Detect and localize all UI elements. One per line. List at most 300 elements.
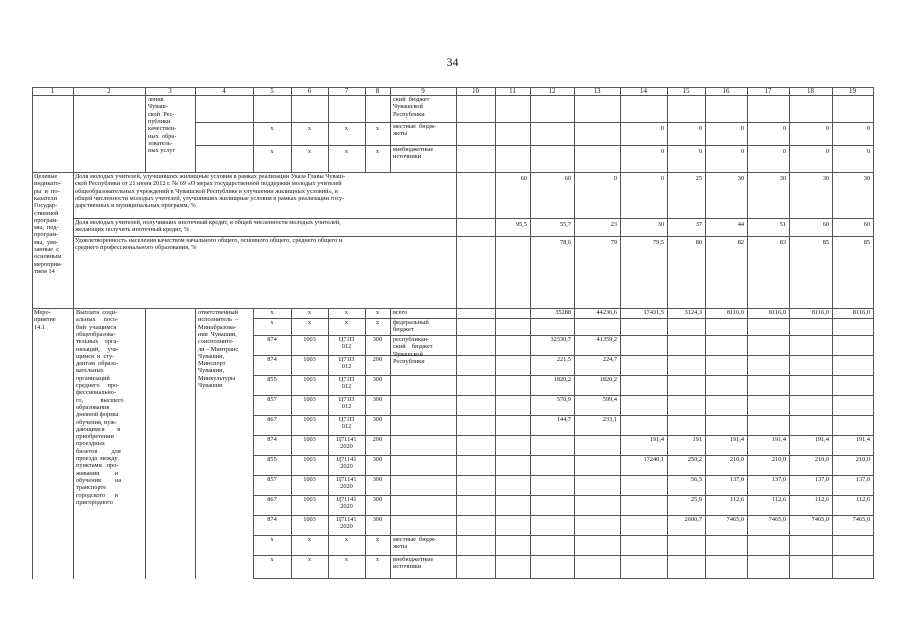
code-cell: x (344, 125, 349, 132)
kbk-target-code: 012 (341, 383, 352, 391)
kbk-ministry-code: 874 (267, 356, 277, 363)
value-cell: 41359,2 (596, 336, 617, 343)
indicator-value: 80 (695, 239, 702, 246)
event-description: тельных орга- (76, 338, 119, 346)
kbk-ministry-code: 857 (267, 476, 277, 483)
value-cell: 0 (825, 148, 829, 155)
indicator-value: 25 (695, 175, 702, 182)
kbk-expense-code: x (375, 309, 380, 316)
executor-text: качествен- (148, 125, 177, 133)
kbk-target-code: x (344, 319, 349, 326)
kbk-expense-code: 200 (372, 356, 383, 363)
kbk-target-code: Ц71П (338, 396, 355, 403)
indicator-text: общеобразовательных учреждений в Чувашской Республике в улучшении жилищных условий», в (75, 187, 338, 195)
kbk-expense-code: 300 (372, 336, 383, 343)
indicator-value: 30 (657, 221, 664, 228)
indicator-value: 37 (695, 221, 702, 228)
value-cell: 137,0 (814, 476, 829, 483)
table-rule (832, 308, 833, 579)
indicator-value: 0 (613, 175, 617, 182)
funding-source-label: Чувашской (393, 103, 423, 111)
value-cell: 32530,7 (550, 336, 571, 343)
kbk-section-code: 1003 (303, 516, 316, 523)
column-header: 19 (849, 87, 856, 95)
value-cell: 3124,3 (684, 309, 702, 316)
kbk-ministry-code: x (270, 536, 274, 543)
kbk-expense-code: 300 (372, 376, 383, 383)
event-description: щимся и сту- (76, 352, 115, 360)
event-description: го, высшего (76, 396, 124, 404)
indicator-value: 23 (610, 221, 617, 228)
kbk-section-code: x (307, 309, 312, 316)
kbk-ministry-code: 857 (267, 396, 277, 403)
indicator-value: 44 (737, 221, 744, 228)
value-cell: 224,7 (602, 356, 617, 363)
table-rule (145, 308, 146, 579)
kbk-section-code: 1003 (303, 396, 316, 403)
column-header: 18 (807, 87, 814, 95)
funding-source-label: жеты (393, 130, 408, 138)
kbk-target-code: 012 (341, 343, 352, 351)
kbk-section-code: 1003 (303, 476, 316, 483)
value-cell: 7465,0 (852, 516, 870, 523)
table-rule (620, 308, 621, 579)
kbk-expense-code: 300 (372, 416, 383, 423)
indicator-text: дарственных и муниципальных программ, % (75, 202, 196, 210)
kbk-expense-code: 300 (372, 456, 383, 463)
code-cell: x (375, 148, 380, 155)
value-cell: 56,5 (690, 476, 702, 483)
indicator-value: 60 (863, 221, 870, 228)
table-rule (32, 308, 33, 579)
kbk-target-code: 2020 (340, 443, 353, 451)
target-indicators-label: основным (34, 253, 62, 261)
table-rule (195, 122, 874, 123)
target-indicators-label: тием 14 (34, 267, 55, 275)
kbk-section-code: x (307, 319, 312, 326)
code-cell: x (270, 148, 274, 155)
table-rule (789, 308, 790, 579)
value-cell: 17431,5 (643, 309, 664, 316)
indicator-value: 60 (822, 221, 829, 228)
value-cell: 17240,1 (643, 456, 664, 463)
value-cell: 0 (660, 125, 664, 132)
funding-source-label: Республики (393, 357, 425, 365)
value-cell: 233,1 (602, 416, 617, 423)
column-header: 13 (593, 87, 601, 95)
funding-source-label: источники (393, 153, 422, 161)
indicator-value: 30 (822, 175, 829, 182)
funding-source-label: источники (393, 563, 422, 571)
executor-text: Минспорт (198, 360, 226, 368)
kbk-section-code: 1003 (303, 376, 316, 383)
kbk-target-code: Ц71П (338, 376, 355, 383)
value-cell: 250,2 (687, 456, 702, 463)
column-header: 5 (270, 87, 274, 95)
column-header: 17 (764, 87, 772, 95)
kbk-target-code: x (344, 536, 349, 543)
event-description: пунктами про- (76, 462, 119, 470)
indicator-text: ской Республики от 21 июня 2012 г. № 69 «О мерах государственной поддержки молодых учителей (75, 180, 342, 188)
value-cell: 599,4 (602, 396, 617, 403)
table-rule (747, 308, 748, 579)
column-header: 8 (375, 87, 380, 95)
indicator-text: общей численности молодых учителей, улучшивших жилищные условия в рамках реализации госу- (75, 194, 345, 202)
event-id: приятие (34, 316, 56, 324)
column-header: 15 (682, 87, 690, 95)
target-indicators-label: Государ- (34, 202, 58, 210)
kbk-target-code: 012 (341, 363, 352, 371)
table-rule (667, 95, 668, 173)
value-cell: 191,4 (771, 436, 786, 443)
event-description: проездных (76, 440, 105, 448)
value-cell: 7465,0 (726, 516, 744, 523)
value-cell: 0 (698, 125, 702, 132)
table-rule (32, 172, 33, 309)
indicator-value: 55,7 (559, 221, 571, 228)
event-description: транспорте (76, 484, 107, 492)
executor-text: Минкультуры (198, 374, 236, 382)
event-description: образования (76, 403, 110, 411)
event-description: низаций, уча- (76, 345, 119, 353)
value-cell: 35288 (555, 309, 571, 316)
value-cell: 191,4 (649, 436, 664, 443)
kbk-expense-code: 200 (372, 436, 383, 443)
value-cell: 112,6 (815, 496, 829, 503)
kbk-target-code: 2020 (340, 483, 353, 491)
executor-text: исполнитель – (198, 316, 239, 324)
funding-source-label: республикан- (393, 336, 430, 343)
funding-source-label: местные бюдж- (393, 123, 437, 130)
kbk-section-code: 1003 (303, 416, 316, 423)
executor-text: соисполните- (198, 338, 235, 346)
event-description: билетов для (76, 447, 121, 455)
event-description: дентам образо- (76, 360, 119, 368)
kbk-section-code: 1003 (303, 456, 316, 463)
table-rule (456, 172, 457, 309)
indicator-value: 79,5 (652, 239, 664, 246)
indicator-value: 0 (660, 175, 664, 182)
executor-text: публики (148, 117, 171, 125)
kbk-target-code: 2020 (340, 463, 353, 471)
kbk-target-code: Ц71141 (336, 516, 357, 523)
funding-source-label: федеральный (393, 319, 429, 326)
executor-text: ния Чувашии, (198, 330, 237, 338)
code-cell: x (344, 148, 349, 155)
target-indicators-label: ры и по- (34, 187, 60, 195)
table-rule (253, 578, 874, 579)
event-description: организаций (76, 374, 110, 382)
executor-text: ответственный (198, 309, 238, 316)
event-description: Выплата соци- (76, 309, 118, 316)
indicator-text: Доля молодых учителей, улучшивших жилищные условия в рамках реализации Указа Главы Чуваш- (75, 173, 346, 180)
target-indicators-label: занные с (34, 246, 59, 253)
column-header: 9 (421, 87, 425, 95)
kbk-section-code: 1003 (303, 436, 316, 443)
kbk-ministry-code: x (270, 309, 274, 316)
value-cell: 191 (692, 436, 702, 443)
value-cell: 112,6 (730, 496, 744, 503)
value-cell: 191,4 (729, 436, 744, 443)
column-header: 12 (548, 87, 556, 95)
column-header: 1 (50, 87, 55, 95)
target-indicators-label: мероприя- (34, 260, 62, 268)
kbk-target-code: 012 (341, 403, 352, 411)
indicator-value: 30 (737, 175, 744, 182)
kbk-ministry-code: 874 (267, 436, 277, 443)
value-cell: 8116,0 (811, 309, 829, 316)
table-rule (291, 95, 292, 173)
kbk-target-code: 2020 (340, 503, 353, 511)
kbk-target-code: x (344, 309, 349, 316)
value-cell: 8116,0 (726, 309, 744, 316)
indicator-value: 78,6 (559, 239, 571, 246)
event-id: Меро- (34, 309, 51, 316)
value-cell: 0 (698, 148, 702, 155)
value-cell: 137,0 (855, 476, 870, 483)
table-rule (195, 145, 874, 146)
value-cell: 112,6 (856, 496, 870, 503)
target-indicators-label: мы, увя- (34, 238, 58, 246)
indicator-value: 95,5 (515, 221, 527, 228)
kbk-section-code: 1003 (303, 496, 316, 503)
target-indicators-label: индикато- (34, 180, 61, 188)
column-header: 2 (107, 87, 111, 95)
indicator-value: 85 (822, 239, 829, 246)
page-number: 34 (446, 55, 459, 69)
table-rule (530, 308, 531, 579)
table-rule (789, 95, 790, 173)
value-cell: 137,0 (729, 476, 744, 483)
kbk-target-code: Ц71141 (336, 496, 357, 503)
kbk-target-code: Ц71П (338, 336, 355, 343)
target-indicators-label: Целевые (34, 173, 58, 180)
event-description: обучения на (76, 476, 122, 484)
value-cell: 210,0 (729, 456, 744, 463)
value-cell: 137,0 (771, 476, 786, 483)
kbk-target-code: 012 (341, 423, 352, 431)
value-cell: 7465,0 (811, 516, 829, 523)
kbk-expense-code: 300 (372, 516, 383, 523)
event-id: 14.1 (34, 323, 46, 331)
executor-text: зователь- (148, 139, 173, 147)
value-cell: 0 (740, 148, 744, 155)
kbk-section-code: 1003 (303, 336, 316, 343)
funding-source-label: Чувашской (393, 350, 423, 358)
kbk-target-code: Ц71П (338, 356, 355, 363)
event-description: проезда между (76, 455, 118, 462)
column-header: 16 (722, 87, 730, 95)
indicator-value: 30 (779, 175, 786, 182)
code-cell: x (307, 148, 312, 155)
kbk-expense-code: 300 (372, 396, 383, 403)
kbk-ministry-code: 867 (267, 416, 277, 423)
value-cell: 112,6 (772, 496, 786, 503)
value-cell: 210,0 (814, 456, 829, 463)
column-header: 14 (640, 87, 647, 95)
kbk-target-code: 2020 (340, 523, 353, 531)
event-description: обучения, нуж- (76, 418, 117, 426)
funding-source-label: местные бюдж- (393, 536, 437, 543)
indicator-value: 60 (564, 175, 571, 182)
kbk-expense-code: x (375, 536, 380, 543)
value-cell: 0 (660, 148, 664, 155)
executor-text: Чувашии (198, 382, 223, 389)
kbk-section-code: x (307, 536, 312, 543)
kbk-expense-code: 300 (372, 496, 383, 503)
executor-text: ных услуг (148, 147, 176, 155)
kbk-ministry-code: 867 (267, 496, 277, 503)
value-cell: 44236,6 (596, 309, 617, 316)
event-description: живания и (76, 469, 119, 477)
kbk-target-code: Ц71141 (336, 456, 357, 463)
funding-source-label: внебюджетные (393, 146, 434, 153)
value-cell: 0 (866, 148, 870, 155)
table-rule (328, 95, 329, 173)
indicator-value: 83 (779, 239, 786, 246)
value-cell: 2600,7 (684, 516, 702, 523)
event-description: вательных (76, 367, 104, 375)
indicator-value: 85 (863, 239, 870, 246)
kbk-expense-code: x (375, 556, 380, 563)
target-indicators-label: казатели (34, 194, 57, 202)
funding-source-label: ский бюджет (393, 343, 433, 351)
table-rule (667, 308, 668, 579)
table-rule (253, 95, 254, 173)
event-description: городского и (76, 491, 118, 499)
event-description: пригородного (76, 498, 113, 506)
value-cell: 221,5 (556, 356, 571, 363)
table-rule (530, 95, 531, 173)
value-cell: 1820,2 (553, 376, 571, 383)
indicator-value: 79 (610, 239, 617, 246)
table-rule (365, 95, 366, 173)
target-indicators-label: програм- (34, 216, 59, 224)
table-rule (620, 95, 621, 173)
executor-text: ли – Минтранс (198, 345, 239, 353)
funding-source-label: внебюджетные (393, 556, 434, 563)
kbk-ministry-code: 855 (267, 456, 277, 463)
event-description: альных посо- (76, 316, 119, 324)
kbk-section-code: x (307, 556, 312, 563)
value-cell: 1820,2 (599, 376, 617, 383)
event-description: дающимся в (76, 425, 121, 433)
event-description: приобретении (76, 433, 114, 441)
indicator-value: 82 (737, 239, 744, 246)
executor-text: Чувашии, (198, 367, 225, 375)
executor-text: ской Рес- (148, 110, 175, 118)
target-indicators-label: ственной (34, 209, 59, 217)
kbk-ministry-code: 874 (267, 516, 277, 523)
kbk-section-code: 1003 (303, 356, 316, 363)
table-rule (574, 308, 575, 579)
value-cell: 570,9 (556, 396, 571, 403)
value-cell: 0 (825, 125, 829, 132)
value-cell: 8116,0 (768, 309, 786, 316)
funding-source-label: всего (393, 309, 408, 316)
kbk-ministry-code: 874 (267, 336, 277, 343)
column-header: 4 (222, 87, 226, 95)
executor-text: ления (148, 96, 164, 103)
table-rule (390, 95, 391, 173)
funding-source-label: жеты (393, 543, 408, 551)
code-cell: x (375, 125, 380, 132)
event-description: общеобразова- (76, 330, 116, 338)
funding-source-label: Республики (393, 110, 425, 118)
kbk-ministry-code: x (270, 556, 274, 563)
table-rule (832, 95, 833, 173)
table-rule (574, 95, 575, 173)
table-rule (873, 172, 874, 309)
indicator-text: Удовлетворенность населения качеством начального общего, основного общего, среднего общего и (75, 237, 343, 244)
table-rule (705, 95, 706, 173)
funding-source-label: бюджет (393, 326, 414, 334)
indicator-text: желающих получить ипотечный кредит, % (75, 226, 190, 234)
table-rule (390, 308, 391, 579)
indicator-value: 60 (520, 175, 527, 182)
indicator-text: среднего профессионального образования, % (75, 244, 197, 252)
table-rule (873, 308, 874, 579)
column-header: 11 (509, 87, 516, 95)
table-rule (495, 172, 496, 309)
column-header: 6 (307, 87, 312, 95)
table-rule (195, 308, 196, 579)
executor-text: ных обра- (148, 132, 177, 140)
funding-source-label: ский бюджет (393, 96, 430, 103)
value-cell: 191,4 (814, 436, 829, 443)
value-cell: 0 (782, 125, 786, 132)
value-cell: 0 (782, 148, 786, 155)
kbk-expense-code: 300 (372, 476, 383, 483)
executor-text: Минобразова- (198, 323, 237, 331)
table-rule (495, 308, 496, 579)
event-description: бий учащимся (76, 323, 117, 331)
table-rule (73, 308, 74, 579)
event-description: дневной формы (76, 411, 119, 419)
value-cell: 191,4 (855, 436, 870, 443)
value-cell: 210,0 (855, 456, 870, 463)
kbk-target-code: Ц71141 (336, 436, 357, 443)
value-cell: 0 (866, 125, 870, 132)
indicator-text: Доля молодых учителей, получивших ипотечный кредит, в общей численности молодых учителей, (75, 219, 341, 226)
table-rule (32, 95, 33, 173)
column-header: 3 (168, 87, 172, 95)
kbk-target-code: Ц71141 (336, 476, 357, 483)
code-cell: x (307, 125, 312, 132)
target-indicators-label: програм- (34, 231, 59, 239)
value-cell: 7465,0 (768, 516, 786, 523)
table-rule (145, 95, 146, 173)
column-header: 10 (472, 87, 479, 95)
indicator-value: 51 (779, 221, 786, 228)
code-cell: x (270, 125, 274, 132)
value-cell: 0 (740, 125, 744, 132)
table-rule (873, 95, 874, 173)
value-cell: 210,0 (771, 456, 786, 463)
value-cell: 25,9 (690, 496, 702, 503)
value-cell: 144,7 (556, 416, 571, 423)
kbk-target-code: Ц71П (338, 416, 355, 423)
kbk-ministry-code: 855 (267, 376, 277, 383)
executor-text: Чувашии, (198, 352, 225, 360)
column-header: 7 (344, 87, 349, 95)
indicator-value: 30 (863, 175, 870, 182)
executor-text: Чуваш- (148, 103, 168, 111)
value-cell: 8116,0 (852, 309, 870, 316)
table-rule (747, 95, 748, 173)
table-rule (705, 308, 706, 579)
event-description: фессионально- (76, 389, 116, 397)
